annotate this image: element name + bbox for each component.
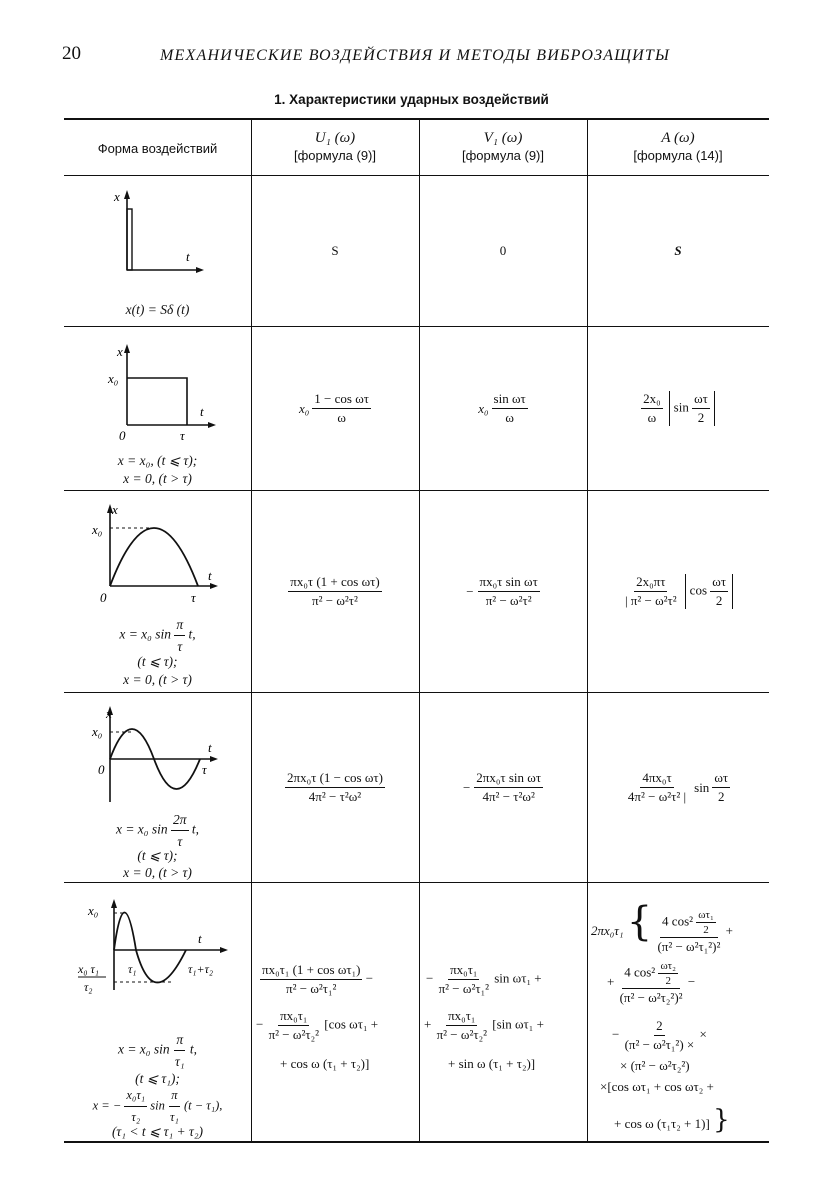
row3-a-abs-den: 2: [715, 593, 723, 608]
row5-form-line2: (t ⩽ τ₁);: [135, 1071, 180, 1086]
header-form: [64, 140, 251, 157]
row4-a-post-pre: sin: [694, 779, 710, 795]
rect-graph-t-label: t: [200, 404, 204, 419]
table-bottom-rule: [64, 1141, 769, 1143]
row5-a-t1-den: (π² − ω²τ₁²)²: [657, 939, 721, 955]
row5-a-t1-post: +: [725, 923, 733, 938]
row5-u-line1: [260, 962, 373, 997]
full-sine-t-label: t: [208, 740, 212, 755]
row5-a-t3-pre: −: [612, 1026, 620, 1042]
row5-u-l2-fraction: [267, 1008, 321, 1043]
row3-form-pre: x = x₀ sin: [119, 626, 171, 642]
row3-v-den: π² − ω²τ²: [485, 593, 532, 608]
half-sine-zero-label: 0: [100, 590, 107, 605]
rect-graph-tau-label: τ: [180, 428, 185, 440]
row2-u: [251, 327, 419, 490]
row4-v: [419, 693, 587, 882]
row3-a-den: | π² − ω²τ²: [624, 593, 677, 608]
table-top-rule: [64, 118, 769, 120]
row3-a: [587, 491, 769, 692]
row5-u-l2-pre: −: [256, 1016, 264, 1032]
row5-v-line2: [424, 1008, 544, 1043]
half-sine-x-label: x: [112, 502, 118, 517]
row5-u-l1-den: π² − ω²τ₁²: [286, 981, 337, 996]
row2-v-fraction: [492, 391, 528, 426]
asym-graph-tau12-label: τ₁+τ₂: [188, 962, 214, 976]
full-sine-graph: [88, 702, 228, 812]
row5-a-l6: + cos ω (τ₁τ₂ + 1)]: [614, 1116, 710, 1131]
row5-v-l1-den: π² − ω²τ₁²: [438, 981, 489, 996]
running-head: МЕХАНИЧЕСКИЕ ВОЗДЕЙСТВИЯ И МЕТОДЫ ВИБРОЗАЩИТЫ: [160, 47, 671, 64]
row4-a-den: 4π² − ω²τ² |: [627, 789, 687, 804]
full-sine-zero-label: 0: [98, 762, 105, 777]
row5-form-line4: (τ₁ < t ⩽ τ₁ + τ₂): [111, 1124, 204, 1139]
row5-u-l2-den: π² − ω²τ₂²: [268, 1027, 319, 1042]
row5-form-l1-den: τ₁: [175, 1054, 185, 1069]
row5-form-line1: [64, 1030, 251, 1071]
row5-form-l3-pre: x = −: [92, 1098, 122, 1113]
row4-form-line3: x = 0, (t > τ): [123, 865, 192, 880]
row2-v-coef: x₀: [478, 400, 489, 416]
row5-form-l3-den2: τ₁: [169, 1110, 179, 1124]
row1-u: [251, 176, 419, 326]
table-caption: 1. Характеристики ударных воздействий: [274, 92, 549, 107]
asym-graph-x0tau1-label: x₀ τ₁: [78, 962, 99, 976]
row5-a-t1-inner-den: 2: [703, 924, 709, 937]
row5-a-line3: [612, 1018, 707, 1053]
row4-v-sign: −: [462, 779, 471, 795]
row4-v-num: 2πx₀τ sin ωτ: [474, 770, 543, 788]
header-a-symbol: A (ω): [661, 130, 695, 146]
row5-a-t3-fraction: [623, 1018, 697, 1053]
row3-a-num: 2x₀πτ: [634, 574, 667, 592]
row5-a-t3-den: (π² − ω²τ₁²) ×: [624, 1037, 695, 1052]
impulse-graph: [100, 185, 210, 285]
row3-a-fraction: [623, 574, 679, 609]
row3-form-den: τ: [177, 639, 183, 654]
half-sine-tau-label: τ: [191, 590, 196, 605]
row5-v-l2-post: [sin ωτ₁ +: [492, 1016, 544, 1032]
row5-form-l3-post: (t − τ₁),: [183, 1098, 223, 1113]
rect-pulse-graph: [100, 340, 230, 440]
row4-v-den: 4π² − τ²ω²: [482, 789, 535, 804]
row5-v-l2-pre: +: [424, 1016, 432, 1032]
header-u-symbol: U₁ (ω): [314, 130, 356, 146]
full-sine-tau-label: τ: [202, 762, 207, 777]
row4-a-num: 4πx₀τ: [640, 770, 673, 788]
row3-form-line2: (t ⩽ τ);: [137, 654, 178, 669]
row5-a-line1: [591, 899, 733, 955]
row2-a-abs-fraction: [692, 391, 710, 426]
row4-u-num: 2πx₀τ (1 − cos ωτ): [285, 770, 385, 788]
row2-a-fraction: [641, 391, 663, 426]
row5-a-coef: 2πx₀τ₁: [591, 923, 624, 938]
row5-a-line4: × (π² − ω²τ₂²): [620, 1058, 690, 1073]
row5-u-l2-post: [cos ωτ₁ +: [324, 1016, 379, 1032]
row2-v-num: sin ωτ: [492, 391, 528, 409]
row4-a-post-fraction: [712, 770, 730, 805]
header-v-ref: [формула (9)]: [462, 148, 544, 163]
row3-u-num: πx₀τ (1 + cos ωτ): [288, 574, 381, 592]
row5-a-t2-inner-fraction: [658, 960, 678, 987]
row5-v-l1-num: πx₀τ₁: [448, 962, 479, 980]
half-sine-t-label: t: [208, 568, 212, 583]
row3-a-abs-fraction: [710, 574, 728, 609]
row3-form-line1: [64, 615, 251, 656]
row2-a-den: ω: [647, 410, 657, 425]
row2-form-line2: x = 0, (t > τ): [123, 471, 192, 486]
row4-a-post-den: 2: [717, 789, 725, 804]
rect-graph-x0-label: x₀: [108, 371, 119, 386]
row3-u-fraction: [288, 574, 381, 609]
asym-graph-x0-label: x₀: [88, 903, 99, 918]
header-form-label: Форма воздействий: [97, 141, 218, 156]
row5-form-l1-pre: x = x₀ sin: [117, 1041, 170, 1057]
row3-a-abs: [685, 574, 733, 609]
row4-a-fraction: [626, 770, 688, 805]
row5-u-l1-post: −: [365, 970, 374, 986]
row1-a: [587, 176, 769, 326]
row5-a-t2-den: (π² − ω²τ₂²)²: [619, 990, 683, 1005]
row3-a-abs-pre: cos: [689, 582, 708, 598]
row5-a-line2: [607, 960, 695, 1006]
row2-u-fraction: [312, 391, 371, 426]
row2-a-abs: [669, 391, 715, 426]
row2-u-coef: x₀: [299, 400, 310, 416]
row4-form-pre: x = x₀ sin: [115, 821, 168, 837]
row5-form-l3-mid: sin: [150, 1098, 165, 1113]
row2-a: [587, 327, 769, 490]
impulse-graph-t-label: t: [186, 249, 190, 264]
row1-a-value: S: [674, 243, 682, 258]
row5-a-t1-inner-fraction: [696, 909, 716, 936]
row3-a-abs-num: ωτ: [710, 574, 728, 592]
row5-form-l3-num2: π: [169, 1086, 179, 1107]
row5-a-t3-num: 2: [654, 1018, 665, 1036]
row5-a-t2-post: −: [687, 973, 696, 989]
header-v-symbol: V₁ (ω): [483, 130, 523, 146]
row3-form-line3: x = 0, (t > τ): [123, 672, 192, 687]
row5-a-t2-pre: +: [607, 973, 615, 989]
row5-v-line3: + sin ω (τ₁ + τ₂)]: [448, 1056, 536, 1071]
full-sine-x0-label: x₀: [92, 724, 103, 739]
row5-v-l2-num: πx₀τ₁: [446, 1008, 477, 1026]
half-sine-graph: [88, 500, 228, 605]
row2-a-abs-pre: sin: [673, 399, 689, 415]
row4-form-post: t,: [191, 821, 200, 837]
row3-form-fraction: [174, 615, 185, 656]
row4-u-fraction: [285, 770, 385, 805]
asym-graph-tau2-label: τ₂: [84, 980, 93, 994]
impulse-graph-x-label: x: [114, 189, 120, 204]
row5-a-t1-fraction: [655, 909, 722, 955]
row5-form-l1-fraction: [173, 1030, 187, 1071]
row1-v: [419, 176, 587, 326]
row3-v-num: πx₀τ sin ωτ: [478, 574, 540, 592]
row2-a-abs-num: ωτ: [692, 391, 710, 409]
header-a-ref: [формула (14)]: [633, 148, 723, 163]
row5-form-l3-den: τ₂: [131, 1110, 141, 1124]
rect-graph-x-label: x: [117, 344, 123, 359]
header-v: [419, 130, 587, 164]
row2-v-den: ω: [505, 410, 514, 425]
row5-a-brace-close: }: [713, 1105, 730, 1135]
row4-v-fraction: [474, 770, 543, 805]
row1-form: x(t) = Sδ (t): [125, 302, 190, 317]
full-sine-x-label: x: [106, 706, 112, 721]
row-rule-4: [64, 882, 769, 883]
row5-a-t2-num-pre: 4 cos²: [624, 964, 656, 980]
row3-v-sign: −: [466, 583, 474, 599]
row5-a-t2-fraction: [618, 960, 685, 1006]
row2-u-num: 1 − cos ωτ: [312, 391, 371, 409]
row1-u-value: S: [331, 243, 339, 258]
row5-form-l3-fraction2: [168, 1086, 181, 1127]
asym-graph-t-label: t: [198, 931, 202, 946]
page-number: 20: [62, 43, 81, 64]
row5-v-l2-fraction: [435, 1008, 489, 1043]
row4-form-line2: (t ⩽ τ);: [137, 848, 178, 863]
row2-v: [419, 327, 587, 490]
row5-a-t2-inner-num: ωτ₂: [660, 960, 676, 972]
row3-u-den: π² − ω²τ²: [312, 593, 358, 608]
row5-a-t1-inner-num: ωτ₁: [698, 909, 714, 922]
row3-form-post: t,: [188, 626, 196, 642]
row1-v-value: 0: [499, 243, 507, 258]
row4-u: [251, 693, 419, 882]
row5-a-line5: ×[cos ωτ₁ + cos ωτ₂ +: [600, 1079, 714, 1094]
row5-a-brace-open: {: [626, 899, 653, 945]
row5-u-l2-num: πx₀τ₁: [278, 1008, 309, 1026]
row5-a-t3-post: ×: [699, 1026, 707, 1042]
row4-form-den: τ: [177, 834, 183, 849]
half-sine-x0-label: x₀: [92, 522, 103, 537]
row5-v-l2-den: π² − ω²τ₂²: [436, 1027, 487, 1042]
row2-u-den: ω: [337, 410, 346, 425]
header-a: [587, 130, 769, 164]
row4-form-line1: [64, 810, 251, 851]
row3-v-fraction: [478, 574, 540, 609]
row5-a-t1-num: [660, 909, 718, 938]
row3-u: [251, 491, 419, 692]
row5-v-l1-post: sin ωτ₁ +: [494, 970, 542, 986]
row5-u-line2: [256, 1008, 378, 1043]
row5-form-l3-num: x₀τ₁: [124, 1086, 147, 1107]
row3-form-num: π: [174, 615, 185, 636]
row5-a-t2-num: [622, 960, 680, 989]
row5-u-line3: + cos ω (τ₁ + τ₂)]: [280, 1056, 370, 1071]
row5-a-t2-inner-den: 2: [665, 975, 671, 987]
row5-form-line3: [64, 1086, 251, 1127]
row5-v-line1: [426, 962, 542, 997]
row4-form-num: 2π: [171, 810, 189, 831]
asym-pulse-graph: [74, 895, 244, 1010]
row5-v-l1-pre: −: [426, 970, 434, 986]
row5-a-line6: [614, 1100, 730, 1140]
row2-a-num: 2x₀: [641, 391, 663, 409]
row5-u-l1-num: πx₀τ₁ (1 + cos ωτ₁): [260, 962, 362, 980]
row4-a-post-num: ωτ: [712, 770, 730, 788]
row5-v-l1-fraction: [437, 962, 491, 997]
asym-graph-tau1-label: τ₁: [128, 962, 137, 976]
row5-a-t1-num-pre: 4 cos²: [662, 913, 694, 929]
row4-u-den: 4π² − τ²ω²: [308, 789, 362, 804]
header-u-ref: [формула (9)]: [294, 148, 376, 163]
row5-form-l1-num: π: [174, 1030, 185, 1051]
rect-graph-zero-label: 0: [119, 428, 126, 440]
row5-form-l3-fraction: [124, 1086, 147, 1127]
row5-form-l1-post: t,: [189, 1041, 198, 1057]
row5-u-l1-fraction: [260, 962, 362, 997]
header-u: [251, 130, 419, 164]
row4-form-fraction: [171, 810, 189, 851]
row4-a: [587, 693, 769, 882]
row2-a-abs-den: 2: [697, 410, 705, 425]
row2-form-line1: x = x₀, (t ⩽ τ);: [117, 453, 198, 468]
row3-v: [419, 491, 587, 692]
